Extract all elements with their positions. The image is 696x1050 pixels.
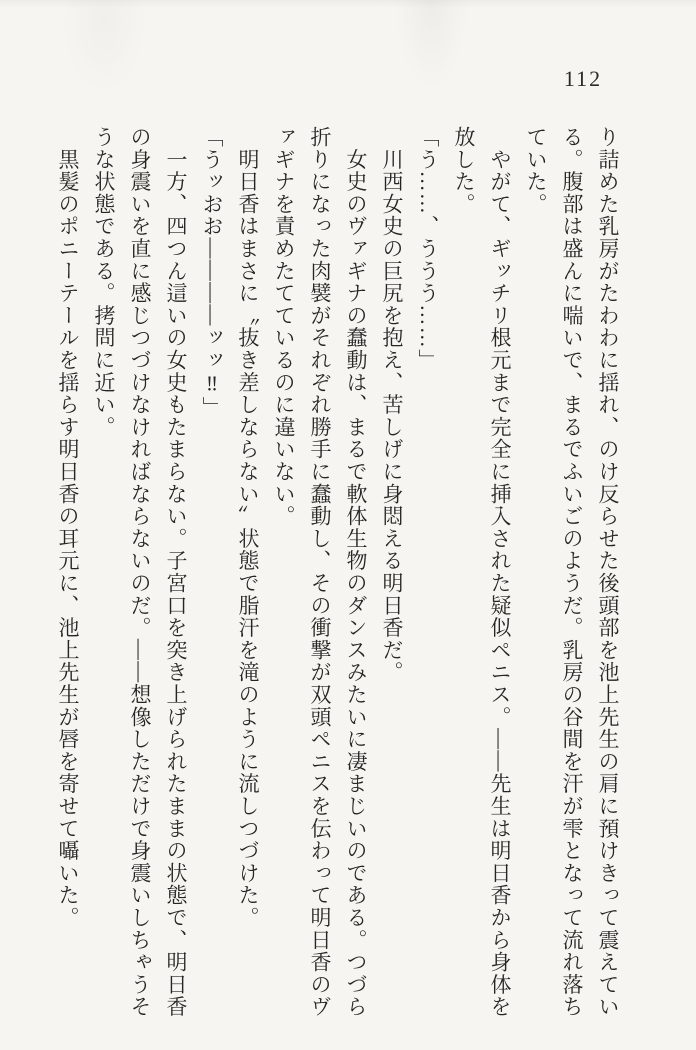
text-column: 明日香はまさに〝抜き差しならない〟状態で脂汗を滝のように流しつづけた。 bbox=[236, 126, 260, 929]
text-column: り詰めた乳房がたわわに揺れ、のけ反らせた後頭部を池上先生の肩に預けきって震えてい bbox=[596, 126, 620, 1018]
vertical-text-block bbox=[50, 126, 626, 1020]
text-column: る。腹部は盛んに喘いで、まるでふいごのようだ。乳房の谷間を汗が雫となって流れ落ち bbox=[560, 126, 584, 1018]
text-column: ァギナを責めたてているのに違いない。 bbox=[272, 126, 296, 528]
text-column: やがて、ギッチリ根元まで完全に挿入された疑似ペニス。――先生は明日香から身体を bbox=[488, 126, 512, 1018]
page-number: 112 bbox=[563, 66, 603, 91]
text-column: 女史のヴァギナの蠢動は、まるで軟体生物のダンスみたいに凄まじいのである。つづら bbox=[344, 126, 368, 1018]
text-column: ていた。 bbox=[524, 126, 548, 216]
text-column: 放した。 bbox=[452, 126, 476, 216]
text-column: うな状態である。拷問に近い。 bbox=[92, 126, 116, 439]
text-column: の身震いを直に感じつづけなければならないのだ。――想像しただけで身震いしちゃうそ bbox=[128, 126, 152, 1018]
text-column: 「うッおお――――ッッ‼」 bbox=[200, 126, 224, 419]
text-column: 黒髪のポニーテールを揺らす明日香の耳元に、池上先生が唇を寄せて囁いた。 bbox=[56, 126, 80, 929]
text-column: 一方、四つん這いの女史もたまらない。子宮口を突き上げられたままの状態で、明日香 bbox=[164, 126, 188, 1018]
text-column: 「う……、ううう……」 bbox=[416, 126, 440, 372]
text-column: 折りになった肉襞がそれぞれ勝手に蠢動し、その衝撃が双頭ペニスを伝わって明日香のヴ bbox=[308, 126, 332, 1018]
text-column: 川西女史の巨尻を抱え、苦しげに身悶える明日香だ。 bbox=[380, 126, 404, 684]
